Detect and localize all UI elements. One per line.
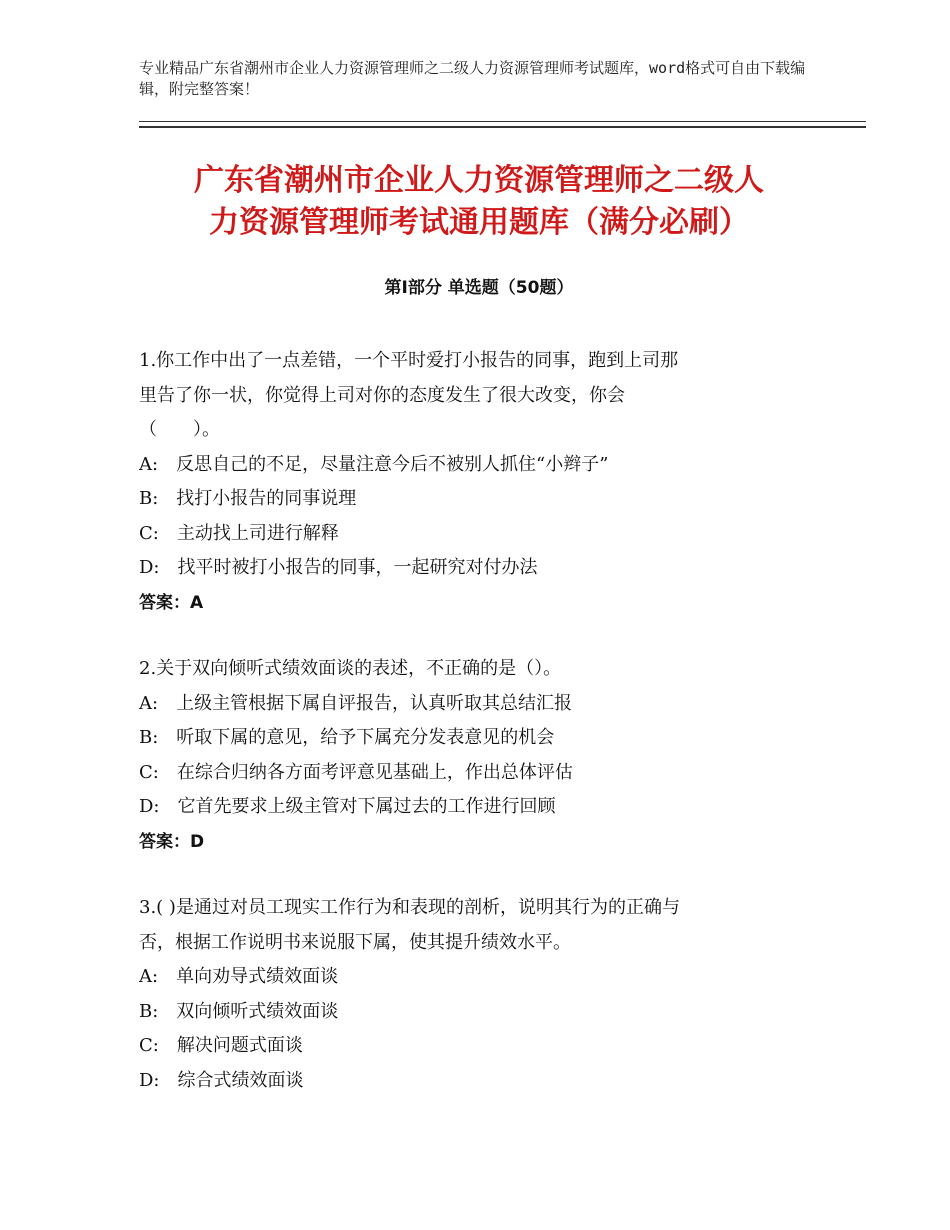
answer-label: 答案：A — [139, 592, 204, 613]
option-b: B: 听取下属的意见，给予下属充分发表意见的机会 — [139, 727, 555, 748]
answer-label: 答案：D — [139, 831, 205, 852]
document-title — [139, 160, 819, 244]
question-3 — [139, 891, 819, 1098]
question-text-line: 否，根据工作说明书来说服下属，使其提升绩效水平。 — [139, 931, 571, 953]
question-1 — [139, 344, 819, 620]
option-d: D: 找平时被打小报告的同事，一起研究对付办法 — [139, 557, 538, 578]
question-text-line: （ ）。 — [139, 419, 220, 440]
question-2 — [139, 652, 819, 859]
question-text-line: 3.( )是通过对员工现实工作行为和表现的剖析，说明其行为的正确与 — [139, 897, 680, 918]
option-b: B: 双向倾听式绩效面谈 — [139, 1000, 339, 1022]
section-title: 第Ⅰ部分 单选题（50题） — [384, 278, 574, 298]
header-divider-thick — [139, 126, 866, 128]
question-text-line: 1.你工作中出了一点差错，一个平时爱打小报告的同事，跑到上司那 — [139, 350, 679, 371]
option-c: C: 主动找上司进行解释 — [139, 522, 339, 544]
option-a: A: 上级主管根据下属自评报告，认真听取其总结汇报 — [139, 692, 573, 714]
header-divider-thin — [139, 121, 866, 122]
option-d: D: 综合式绩效面谈 — [139, 1069, 304, 1091]
title-line-1: 广东省潮州市企业人力资源管理师之二级人 — [194, 163, 764, 198]
header-note: 专业精品广东省潮州市企业人力资源管理师之二级人力资源管理师考试题库，word格式可自由下载编辑，附完整答案！ — [139, 59, 806, 98]
title-line-2: 力资源管理师考试通用题库（满分必刷） — [209, 205, 749, 240]
question-text-line: 2.关于双向倾听式绩效面谈的表述，不正确的是（）。 — [139, 658, 562, 679]
option-a: A: 单向劝导式绩效面谈 — [139, 966, 339, 987]
option-d: D: 它首先要求上级主管对下属过去的工作进行回顾 — [139, 796, 556, 817]
question-text-line: 里告了你一状，你觉得上司对你的态度发生了很大改变，你会 — [139, 384, 625, 406]
option-c: C: 解决问题式面谈 — [139, 1035, 303, 1056]
question-list — [139, 344, 819, 1130]
option-b: B: 找打小报告的同事说理 — [139, 488, 357, 509]
option-a: A: 反思自己的不足，尽量注意今后不被别人抓住“小辫子” — [139, 453, 609, 475]
option-c: C: 在综合归纳各方面考评意见基础上，作出总体评估 — [139, 761, 573, 783]
